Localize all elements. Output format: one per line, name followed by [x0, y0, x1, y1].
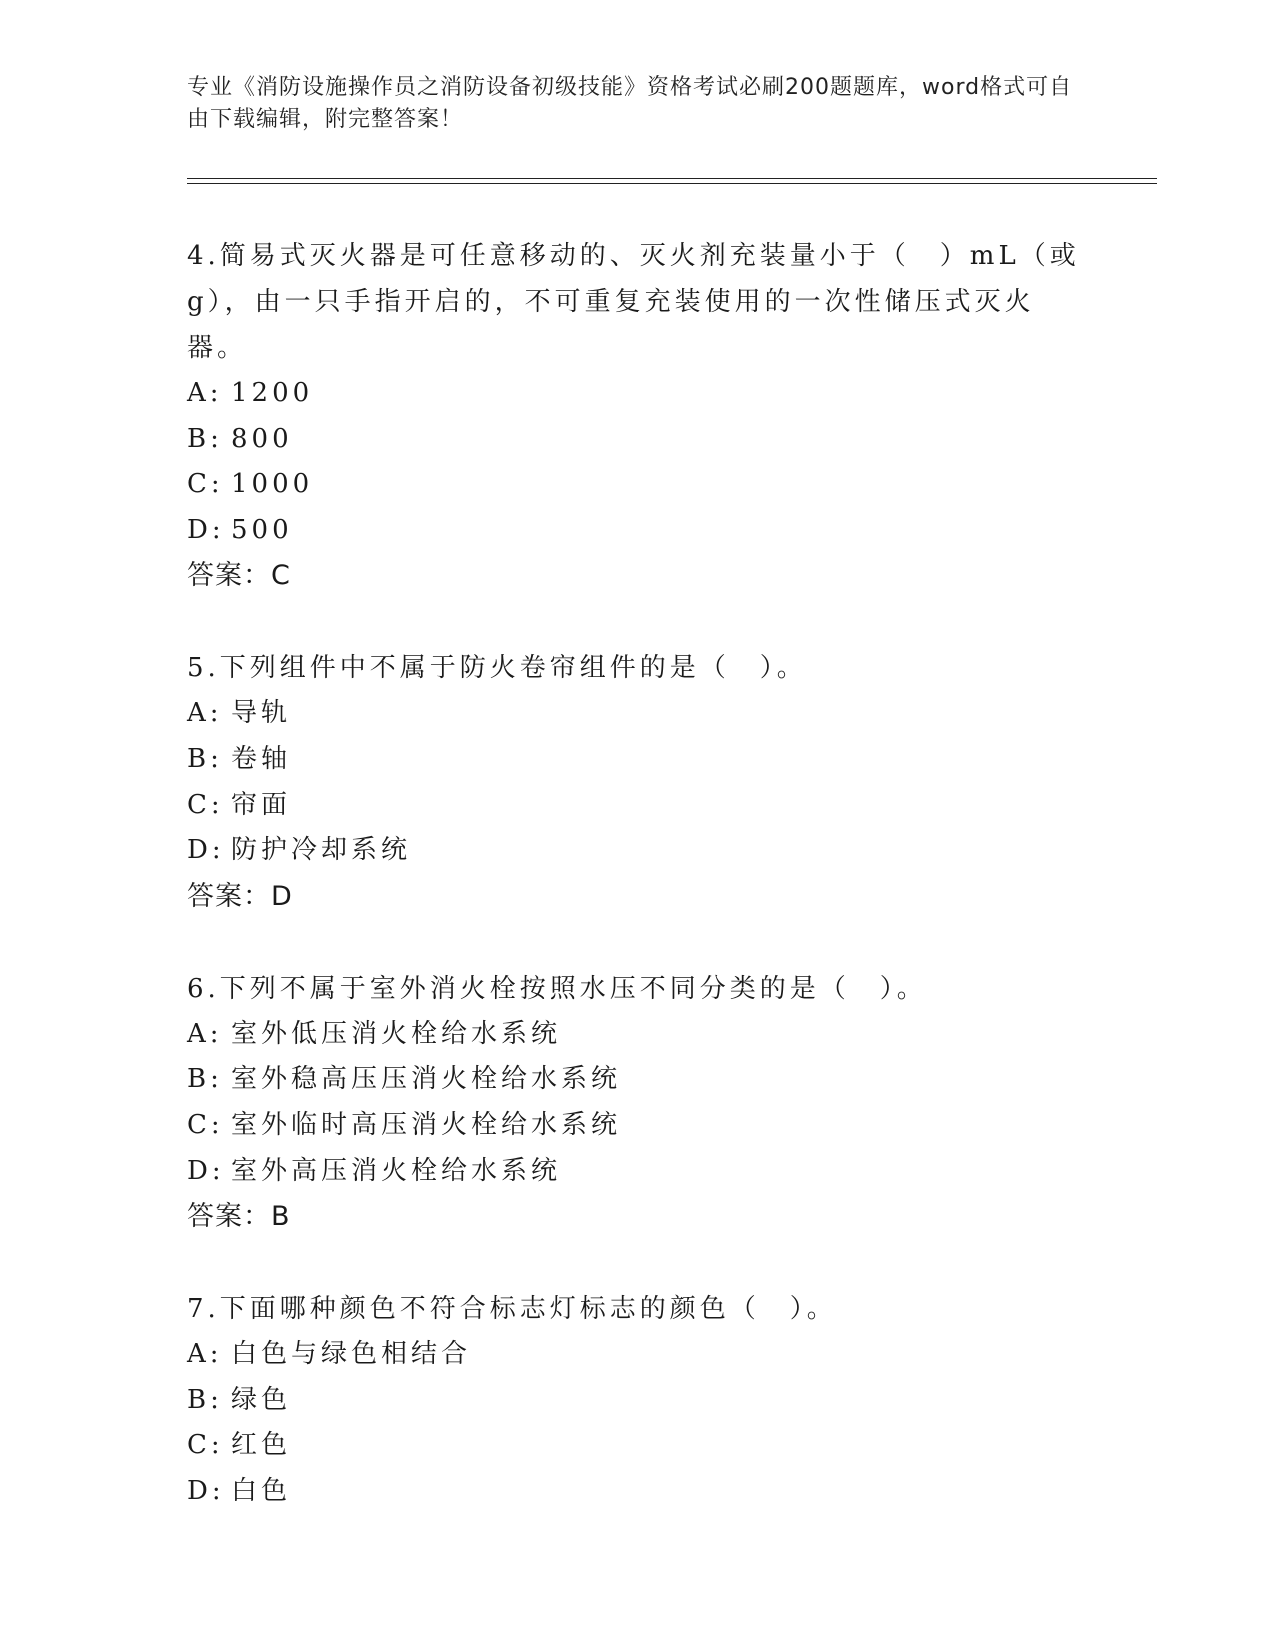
- option-letter: A:: [187, 1018, 223, 1049]
- option-d: [187, 1149, 1087, 1195]
- option-b: [187, 737, 1087, 783]
- header-divider-bottom: [187, 183, 1157, 184]
- option-c: [187, 1423, 1087, 1469]
- question-item: [187, 966, 1087, 1240]
- option-c: [187, 783, 1087, 829]
- option-text: 室外临时高压消火栓给水系统: [231, 1109, 622, 1140]
- option-letter: A:: [187, 698, 223, 729]
- option-text: 1000: [231, 469, 314, 500]
- option-letter: D:: [187, 1155, 225, 1186]
- option-letter: D:: [187, 514, 225, 545]
- option-letter: A:: [187, 1339, 223, 1370]
- answer-line: 答案：B: [187, 1201, 291, 1233]
- option-letter: C:: [187, 469, 224, 500]
- question-stem: 5.下列组件中不属于防火卷帘组件的是（ ）。: [187, 653, 807, 684]
- option-c: [187, 1103, 1087, 1149]
- option-a: [187, 371, 1087, 417]
- option-text: 防护冷却系统: [231, 835, 412, 866]
- question-item: [187, 645, 1087, 919]
- option-text: 室外高压消火栓给水系统: [231, 1155, 562, 1186]
- header-divider-top: [187, 178, 1157, 179]
- option-b: [187, 417, 1087, 463]
- option-b: [187, 1057, 1087, 1103]
- option-a: [187, 1332, 1087, 1378]
- option-d: [187, 1469, 1087, 1515]
- option-d: [187, 828, 1087, 874]
- option-letter: C:: [187, 789, 224, 820]
- option-letter: C:: [187, 1430, 224, 1461]
- option-text: 白色与绿色相结合: [231, 1339, 472, 1370]
- answer-line: 答案：D: [187, 880, 293, 912]
- option-text: 绿色: [231, 1384, 292, 1415]
- option-text: 1200: [231, 378, 314, 408]
- question-item: [187, 1286, 1087, 1514]
- option-c: [187, 462, 1087, 508]
- option-text: 500: [231, 514, 293, 545]
- question-stem: 7.下面哪种颜色不符合标志灯标志的颜色（ ）。: [187, 1294, 837, 1325]
- option-text: 卷轴: [231, 743, 292, 774]
- option-text: 室外低压消火栓给水系统: [231, 1018, 562, 1049]
- option-letter: A:: [187, 378, 223, 408]
- question-stem: 4.简易式灭火器是可任意移动的、灭火剂充装量小于（ ）mL（或g），由一只手指开启的，不可重复充装使用的一次性储压式灭火器。: [187, 241, 1080, 363]
- question-stem: 6.下列不属于室外消火栓按照水压不同分类的是（ ）。: [187, 973, 927, 1004]
- option-text: 导轨: [231, 698, 292, 729]
- option-letter: D:: [187, 835, 225, 866]
- option-letter: B:: [187, 1064, 223, 1095]
- option-text: 红色: [231, 1430, 292, 1461]
- option-text: 帘面: [231, 789, 292, 820]
- option-a: [187, 691, 1087, 737]
- question-item: [187, 233, 1087, 599]
- option-letter: D:: [187, 1475, 225, 1506]
- document-header: 专业《消防设施操作员之消防设备初级技能》资格考试必刷200题题库，word格式可自由下载编辑，附完整答案！: [187, 75, 1073, 132]
- answer-line: 答案：C: [187, 560, 291, 592]
- option-b: [187, 1378, 1087, 1424]
- option-text: 室外稳高压压消火栓给水系统: [231, 1064, 622, 1095]
- option-letter: C:: [187, 1109, 224, 1140]
- option-letter: B:: [187, 743, 223, 774]
- option-a: [187, 1012, 1087, 1058]
- option-text: 白色: [231, 1475, 292, 1506]
- option-text: 800: [231, 423, 293, 454]
- question-list: [187, 233, 1087, 1561]
- option-letter: B:: [187, 1384, 223, 1415]
- option-letter: B:: [187, 423, 223, 454]
- option-d: [187, 508, 1087, 554]
